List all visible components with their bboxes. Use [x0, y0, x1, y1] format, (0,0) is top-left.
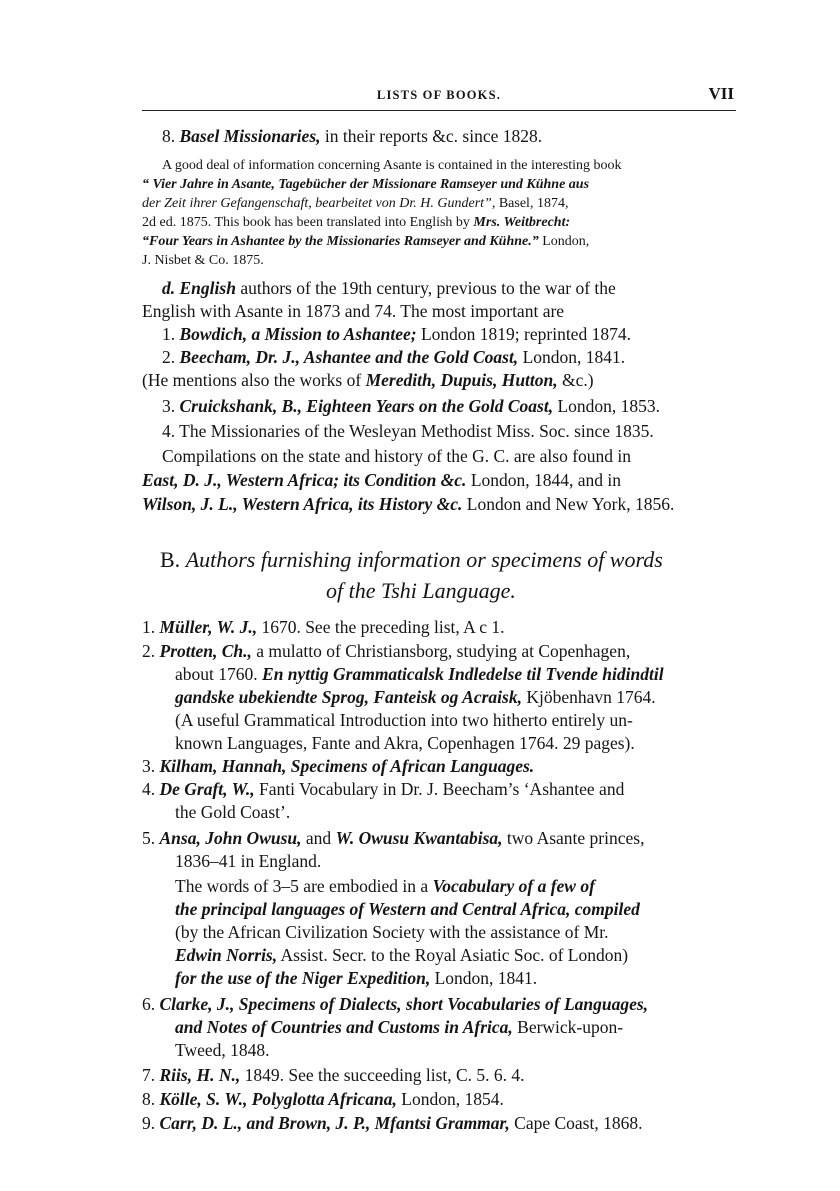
note-line: “ Vier Jahre in Asante, Tagebücher der Missionare Ramseyer und Kühne aus — [142, 177, 590, 192]
section-b-heading-line2: of the Tshi Language. — [326, 578, 516, 603]
header-rule — [142, 110, 736, 111]
table-row: 6. Clarke, J., Specimens of Dialects, short Vocabularies of Languages, — [142, 994, 649, 1014]
table-row: (A useful Grammatical Introduction into two hitherto entirely un- — [175, 710, 633, 730]
english-authors-line: d. English authors of the 19th century, previous to the war of the — [162, 278, 616, 298]
list-item: 1. Bowdich, a Mission to Ashantee; London 1819; reprinted 1874. — [162, 324, 631, 344]
table-row: Tweed, 1848. — [175, 1040, 270, 1060]
compilations-line: Compilations on the state and history of the G. C. are also found in — [162, 446, 632, 466]
table-row: and Notes of Countries and Customs in Africa, Berwick-upon- — [175, 1017, 624, 1037]
table-row: (by the African Civilization Society with the assistance of Mr. — [175, 922, 609, 942]
table-row: 3. Kilham, Hannah, Specimens of African Languages. — [142, 756, 535, 776]
compilations-line: East, D. J., Western Africa; its Condition &c. London, 1844, and in — [142, 470, 622, 490]
table-row: 1. Müller, W. J., 1670. See the preceding list, A c 1. — [142, 617, 505, 637]
table-row: the Gold Coast’. — [175, 802, 291, 822]
table-row: 5. Ansa, John Owusu, and W. Owusu Kwantabisa, two Asante princes, — [142, 828, 645, 848]
running-head: LISTS OF BOOKS. — [376, 88, 502, 102]
table-row: 8. Kölle, S. W., Polyglotta Africana, London, 1854. — [142, 1089, 504, 1109]
english-authors-line: English with Asante in 1873 and 74. The most important are — [142, 301, 565, 321]
table-row: 2. Protten, Ch., a mulatto of Christiansborg, studying at Copenhagen, — [142, 641, 631, 661]
note-line: J. Nisbet & Co. 1875. — [142, 253, 264, 268]
note-line: der Zeit ihrer Gefangenschaft, bearbeitet von Dr. H. Gundert”, Basel, 1874, — [142, 196, 569, 211]
table-row: 4. De Graft, W., Fanti Vocabulary in Dr. J. Beecham’s ‘Ashantee and — [142, 779, 625, 799]
table-row: 7. Riis, H. N., 1849. See the succeeding list, C. 5. 6. 4. — [142, 1065, 525, 1085]
section-b-heading: B. Authors furnishing information or specimens of words — [160, 547, 663, 572]
list-item: 3. Cruickshank, B., Eighteen Years on the Gold Coast, London, 1853. — [162, 396, 661, 416]
list-item: (He mentions also the works of Meredith, Dupuis, Hutton, &c.) — [142, 370, 594, 390]
note-line: “Four Years in Ashantee by the Missionaries Ramseyer and Kühne.” London, — [142, 234, 590, 249]
table-row: gandske ubekiendte Sprog, Fanteisk og Acraisk, Kjöbenhavn 1764. — [175, 687, 656, 707]
basel-entry: 8. Basel Missionaries, in their reports &c. since 1828. — [162, 126, 543, 146]
table-row: 1836–41 in England. — [175, 851, 322, 871]
note-line: 2d ed. 1875. This book has been translated into English by Mrs. Weitbrecht: — [142, 215, 571, 230]
page-header — [142, 84, 736, 108]
page-number: VII — [708, 84, 734, 103]
table-row: about 1760. En nyttig Grammaticalsk Indledelse til Tvende hidindtil — [175, 664, 664, 684]
table-row: 9. Carr, D. L., and Brown, J. P., Mfantsi Grammar, Cape Coast, 1868. — [142, 1113, 643, 1133]
compilations-line: Wilson, J. L., Western Africa, its History &c. London and New York, 1856. — [142, 494, 675, 514]
table-row: Edwin Norris, Assist. Secr. to the Royal Asiatic Soc. of London) — [175, 945, 629, 965]
list-item: 2. Beecham, Dr. J., Ashantee and the Gold Coast, London, 1841. — [162, 347, 626, 367]
table-row: for the use of the Niger Expedition, London, 1841. — [175, 968, 538, 988]
list-item: 4. The Missionaries of the Wesleyan Methodist Miss. Soc. since 1835. — [162, 421, 654, 441]
table-row: the principal languages of Western and Central Africa, compiled — [175, 899, 640, 919]
note-line: A good deal of information concerning Asante is contained in the interesting book — [162, 158, 622, 173]
basel-title: Basel Missionaries, — [179, 126, 321, 146]
table-row: known Languages, Fante and Akra, Copenhagen 1764. 29 pages). — [175, 733, 635, 753]
table-row: The words of 3–5 are embodied in a Vocabulary of a few of — [175, 876, 595, 896]
